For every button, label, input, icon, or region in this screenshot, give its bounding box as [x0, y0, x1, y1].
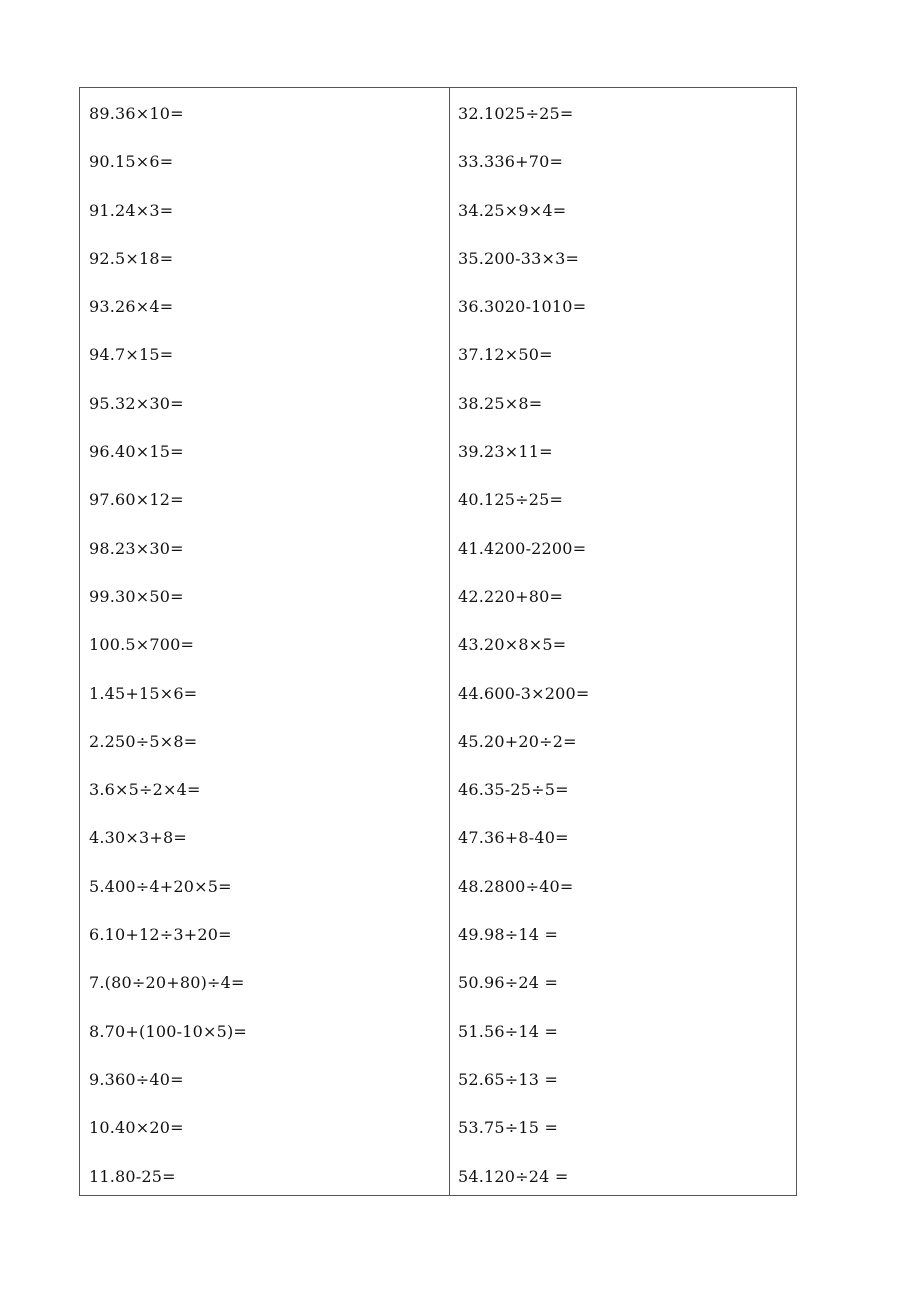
problem-item: 10.40×20= — [89, 1118, 184, 1138]
right-column — [458, 88, 818, 1199]
problem-item: 40.125÷25= — [458, 490, 564, 510]
problem-item: 96.40×15= — [89, 442, 184, 462]
problem-item: 95.32×30= — [89, 393, 184, 413]
problem-item: 54.120÷24 = — [458, 1166, 569, 1186]
problem-item: 93.26×4= — [89, 297, 174, 317]
problem-item: 6.10+12÷3+20= — [89, 925, 232, 945]
problem-item: 49.98÷14 = — [458, 925, 559, 945]
problem-item: 32.1025÷25= — [458, 104, 574, 123]
problem-item: 48.2800÷40= — [458, 876, 574, 896]
problem-item: 1.45+15×6= — [89, 683, 198, 703]
problem-item: 3.6×5÷2×4= — [89, 780, 201, 800]
problem-item: 90.15×6= — [89, 152, 174, 172]
problem-item: 47.36+8-40= — [458, 828, 569, 848]
problem-item: 33.336+70= — [458, 152, 564, 172]
problem-item: 34.25×9×4= — [458, 200, 567, 220]
problem-item: 99.30×50= — [89, 586, 184, 606]
problem-item: 4.30×3+8= — [89, 828, 188, 848]
problem-item: 53.75÷15 = — [458, 1118, 559, 1138]
problem-item: 98.23×30= — [89, 538, 184, 558]
problem-item: 92.5×18= — [89, 248, 174, 268]
problem-item: 37.12×50= — [458, 345, 553, 365]
problem-item: 100.5×700= — [89, 635, 195, 655]
problem-item: 43.20×8×5= — [458, 635, 567, 655]
problem-item: 7.(80÷20+80)÷4= — [89, 973, 245, 993]
problem-item: 41.4200-2200= — [458, 538, 587, 558]
column-divider — [449, 88, 450, 1195]
problem-item: 36.3020-1010= — [458, 297, 587, 317]
problem-item: 97.60×12= — [89, 490, 184, 510]
problem-item: 89.36×10= — [89, 104, 184, 123]
worksheet-table — [79, 87, 797, 1196]
problem-item: 39.23×11= — [458, 442, 553, 462]
problem-item: 46.35-25÷5= — [458, 780, 569, 800]
problem-item: 35.200-33×3= — [458, 248, 580, 268]
left-column — [89, 88, 449, 1199]
problem-item: 44.600-3×200= — [458, 683, 590, 703]
problem-item: 8.70+(100-10×5)= — [89, 1021, 248, 1041]
problem-item: 42.220+80= — [458, 586, 564, 606]
problem-item: 5.400÷4+20×5= — [89, 876, 232, 896]
problem-item: 11.80-25= — [89, 1166, 176, 1186]
problem-item: 52.65÷13 = — [458, 1069, 559, 1089]
problem-item: 9.360÷40= — [89, 1069, 184, 1089]
problem-item: 50.96÷24 = — [458, 973, 559, 993]
problem-item: 38.25×8= — [458, 393, 543, 413]
problem-item: 51.56÷14 = — [458, 1021, 559, 1041]
problem-item: 2.250÷5×8= — [89, 731, 198, 751]
problem-item: 45.20+20÷2= — [458, 731, 577, 751]
problem-item: 91.24×3= — [89, 200, 174, 220]
problem-item: 94.7×15= — [89, 345, 174, 365]
